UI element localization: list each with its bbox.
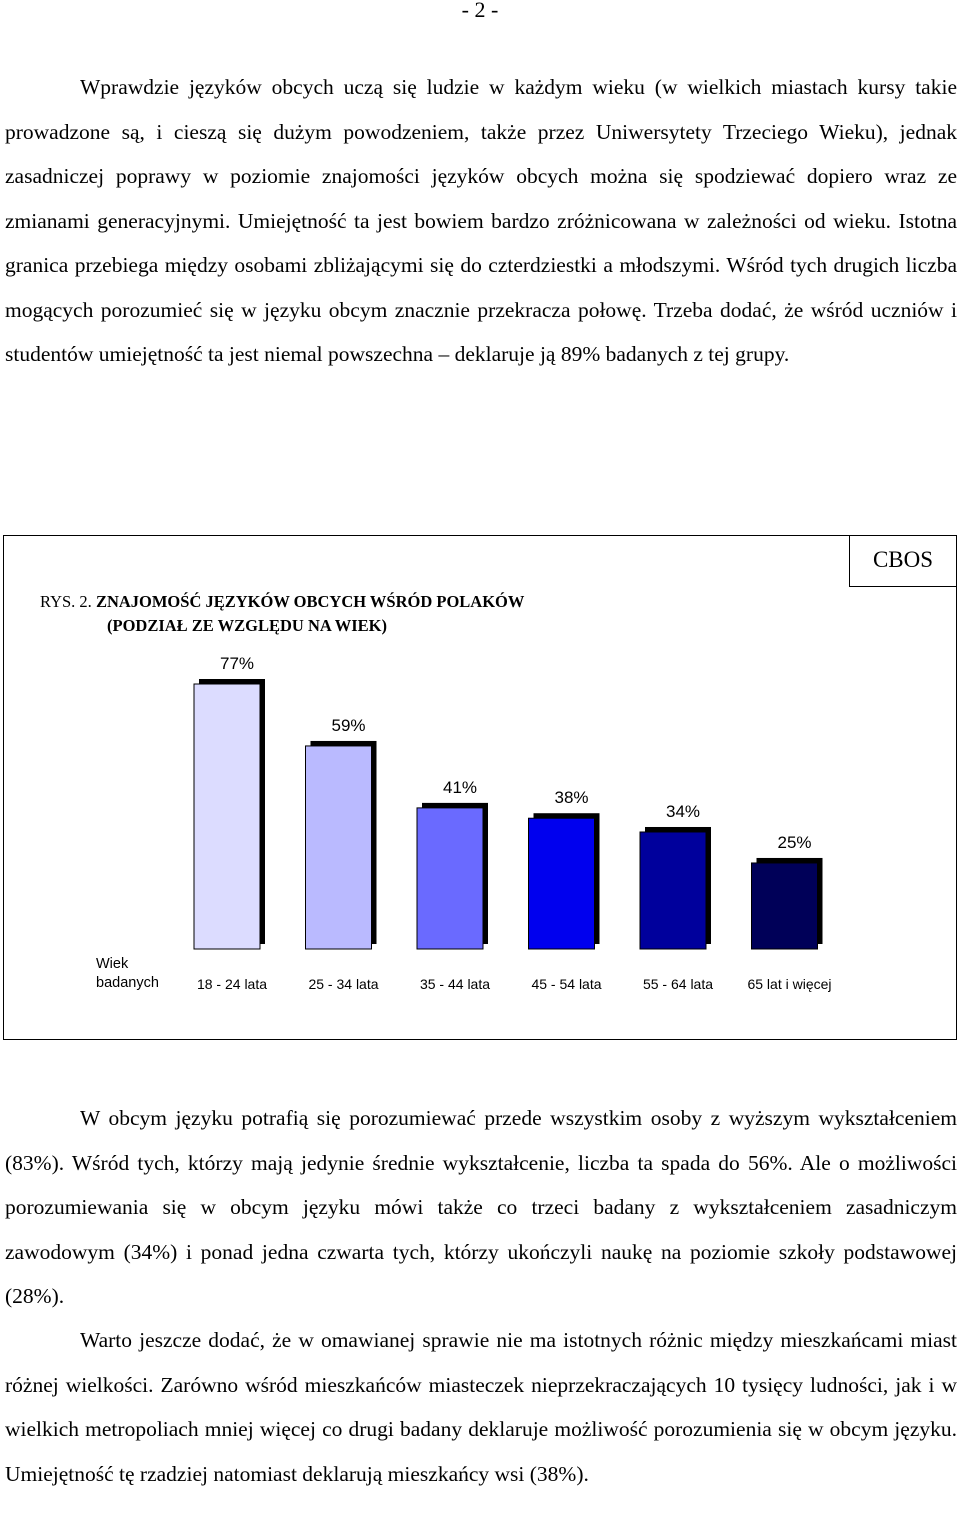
figure-chart-box	[3, 535, 957, 1040]
figure-label: RYS. 2.	[40, 592, 92, 611]
page-number: - 2 -	[461, 0, 499, 22]
category-label-5: 65 lat i więcej	[747, 976, 832, 992]
bar-1	[306, 746, 372, 949]
data-label-4: 34%	[665, 801, 701, 821]
figure-title-line1: ZNAJOMOŚĆ JĘZYKÓW OBCYCH WŚRÓD POLAKÓW	[95, 592, 525, 611]
bar-3	[529, 818, 595, 949]
paragraph-residence: Warto jeszcze dodać, że w omawianej sprawie nie ma istotnych różnic między mieszkańcami miast różnej wielkości. Zarówno wśród mieszkańców miasteczek nieprzekraczających 10 tysięcy ludności, jak i w wielkich metropoliach mniej więcej co drugi badany deklaruje możliwość porozumienia się w obcym języku. Umiejętność tę rzadziej natomiast deklarują mieszkańcy wsi (38%).	[5, 1328, 957, 1486]
bar-4	[640, 832, 706, 949]
figure-title-line2: (PODZIAŁ ZE WZGLĘDU NA WIEK)	[107, 616, 387, 635]
data-label-5: 25%	[777, 832, 812, 852]
bar-2	[417, 808, 483, 949]
bar-0	[194, 684, 260, 949]
paragraph-intro: Wprawdzie języków obcych uczą się ludzie w każdym wieku (w wielkich miastach kursy takie prowadzone są, i cieszą się dużym powodzeniem, także przez Uniwersytety Trzeciego Wieku), jednak zasadniczej poprawy w poziomie znajomości języków obcych można się spodziewać dopiero wraz ze zmianami generacyjnymi. Umiejętność ta jest bowiem bardzo zróżnicowana w zależności od wieku. Istotna granica przebiega między osobami zbliżającymi się do czterdziestki a młodszymi. Wśród tych drugich liczba mogących porozumieć się w języku obcym znacznie przekracza połowę. Trzeba dodać, że wśród uczniów i studentów umiejętność ta jest niemal powszechna – deklaruje ją 89% badanych z tej grupy.	[5, 75, 957, 366]
source-box: CBOS	[849, 535, 957, 587]
axis-label-line2: badanych	[96, 975, 159, 991]
data-label-0: 77%	[219, 654, 255, 673]
category-label-2: 35 - 44 lata	[419, 976, 491, 992]
category-label-3: 45 - 54 lata	[531, 976, 602, 992]
data-label-2: 41%	[442, 777, 478, 797]
data-label-1: 59%	[331, 715, 366, 735]
category-label-0: 18 - 24 lata	[196, 976, 268, 992]
bar-5	[752, 863, 818, 949]
bar-chart	[4, 536, 958, 1041]
axis-label-line1: Wiek	[96, 956, 129, 972]
data-label-3: 38%	[554, 788, 589, 808]
category-label-1: 25 - 34 lata	[308, 976, 379, 992]
paragraph-education: W obcym języku potrafią się porozumiewać przede wszystkim osoby z wyższym wykształceniem (83%). Wśród tych, którzy mają jedynie średnie wykształcenie, liczba ta spada do 56%. Ale o możliwości porozumiewania się w obcym języku mówi także co trzeci badany z wykształceniem zasadniczym zawodowym (34%) i ponad jedna czwarta tych, którzy ukończyli naukę na poziomie szkoły podstawowej (28%).	[5, 1106, 957, 1308]
category-label-4: 55 - 64 lata	[642, 976, 714, 992]
